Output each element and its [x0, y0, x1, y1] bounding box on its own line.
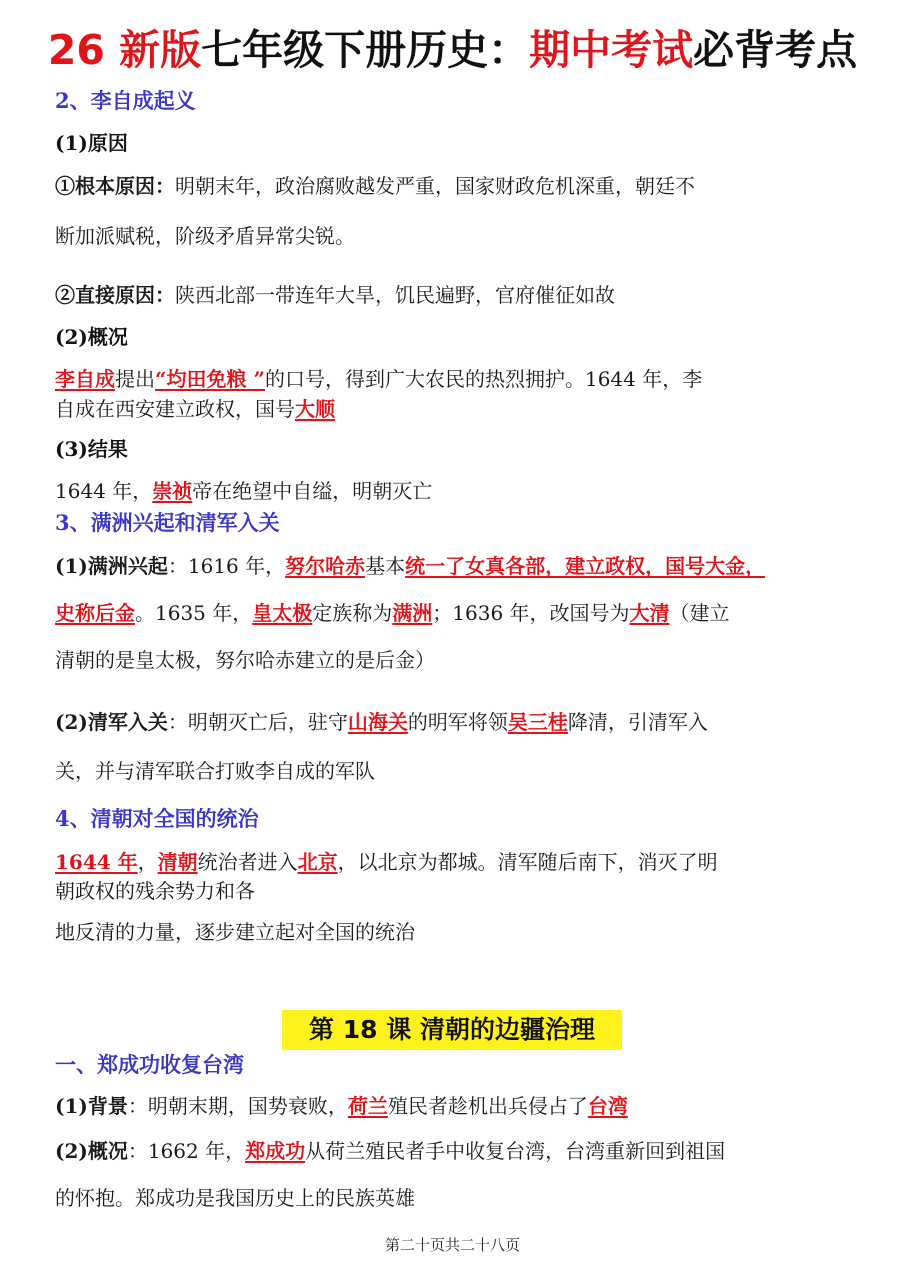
keyword-great-qing: 大清	[629, 601, 670, 625]
overview-line-1	[55, 364, 702, 394]
page-title	[0, 22, 905, 78]
keyword-zheng-chenggong: 郑成功	[245, 1139, 306, 1163]
rise-text: 基本	[365, 554, 406, 578]
overview-text: 提出	[115, 367, 155, 391]
rise-text: 定族称为	[312, 601, 393, 625]
title-part-2: 七年级下册历史：	[201, 26, 530, 74]
keyword-hong-taiji: 皇太极	[252, 601, 313, 625]
zheng-overview-line-1	[55, 1136, 725, 1166]
title-part-1: 26 新版	[47, 26, 202, 74]
enter-line-1	[55, 707, 708, 737]
keyword-beijing: 北京	[297, 850, 338, 874]
rise-label: (1)满洲兴起	[55, 554, 168, 578]
keyword-li-zicheng: 李自成	[55, 367, 115, 391]
background-text: 殖民者趁机出兵侵占了	[387, 1094, 588, 1118]
zheng-overview-line-2: 的怀抱。郑成功是我国历史上的民族英雄	[55, 1186, 415, 1210]
overview-text: 自成在西安建立政权，国号	[55, 397, 295, 421]
keyword-wu-sangui: 吴三桂	[507, 710, 568, 734]
root-cause-text: 明朝末年，政治腐败越发严重，国家财政危机深重，朝廷不	[175, 174, 695, 198]
result-line	[55, 476, 432, 506]
keyword-dashun: 大顺	[295, 397, 335, 421]
rise-text: 。1635 年，	[135, 601, 253, 625]
section-4-heading: 4、清朝对全国的统治	[55, 806, 259, 831]
rule-text: 统治者进入	[197, 850, 298, 874]
keyword-chongzhen: 崇祯	[152, 479, 193, 503]
reason-heading: (1)原因	[55, 131, 128, 155]
direct-cause-text: 陕西北部一带连年大旱，饥民遍野，官府催征如故	[175, 283, 615, 307]
rise-line-3: 清朝的是皇太极，努尔哈赤建立的是后金）	[55, 648, 435, 672]
overview-line-2	[55, 394, 335, 424]
enter-text: 的明军将领	[407, 710, 508, 734]
root-cause-line-1	[55, 171, 695, 201]
enter-text: ：明朝灭亡后，驻守	[167, 710, 348, 734]
enter-label: (2)清军入关	[55, 710, 168, 734]
section-zheng-heading: 一、郑成功收复台湾	[55, 1052, 244, 1077]
rise-text: ；1636 年，改国号为	[432, 601, 630, 625]
lesson-banner: 第 18 课 清朝的边疆治理	[282, 1010, 622, 1050]
root-cause-label: ①根本原因：	[55, 174, 175, 198]
enter-line-2: 关，并与清军联合打败李自成的军队	[55, 759, 375, 783]
rule-line-1	[55, 847, 718, 877]
result-text: 1644 年，	[55, 479, 153, 503]
zheng-overview-text: 从荷兰殖民者手中收复台湾，台湾重新回到祖国	[305, 1139, 726, 1163]
rise-text: （建立	[669, 601, 730, 625]
page-number: 第二十页共二十八页	[384, 1236, 520, 1254]
enter-text: 降清，引清军入	[567, 710, 708, 734]
rule-text: ，	[137, 850, 158, 874]
background-line	[55, 1091, 628, 1121]
result-heading: (3)结果	[55, 437, 128, 461]
section-3-heading: 3、满洲兴起和清军入关	[55, 510, 280, 535]
keyword-taiwan: 台湾	[587, 1094, 628, 1118]
keyword-nurhaci: 努尔哈赤	[285, 554, 366, 578]
direct-cause-label: ②直接原因：	[55, 283, 175, 307]
direct-cause-line	[55, 280, 615, 310]
keyword-manchu: 满洲	[392, 601, 433, 625]
keyword-qing: 清朝	[157, 850, 198, 874]
rise-line-1	[55, 551, 765, 581]
keyword-1644: 1644 年	[55, 850, 138, 874]
rise-text: ：1616 年，	[167, 554, 286, 578]
rise-line-2	[55, 598, 730, 628]
overview-text: 的口号，得到广大农民的热烈拥护。1644 年，李	[264, 367, 703, 391]
keyword-holland: 荷兰	[347, 1094, 388, 1118]
keyword-unify: 统一了女真各部，建立政权，国号大金，	[405, 554, 766, 578]
zheng-overview-label: (2)概况	[55, 1139, 128, 1163]
result-text: 帝在绝望中自缢，明朝灭亡	[192, 479, 433, 503]
keyword-slogan: “均田免粮 ”	[155, 367, 265, 391]
keyword-later-jin: 史称后金	[55, 601, 135, 625]
zheng-overview-text: ：1662 年，	[127, 1139, 246, 1163]
background-text: ：明朝末期，国势衰败，	[127, 1094, 348, 1118]
root-cause-line-2: 断加派赋税，阶级矛盾异常尖锐。	[55, 224, 355, 248]
section-2-heading: 2、李自成起义	[55, 88, 196, 113]
rule-line-3: 地反清的力量，逐步建立起对全国的统治	[55, 920, 415, 944]
rule-line-2: 朝政权的残余势力和各	[55, 879, 255, 903]
background-label: (1)背景	[55, 1094, 128, 1118]
title-part-4: 必背考点	[693, 26, 858, 74]
rule-text: ，以北京为都城。清军随后南下，消灭了明	[337, 850, 718, 874]
keyword-shanhaiguan: 山海关	[347, 710, 408, 734]
overview-heading: (2)概况	[55, 325, 128, 349]
title-part-3: 期中考试	[529, 26, 694, 74]
